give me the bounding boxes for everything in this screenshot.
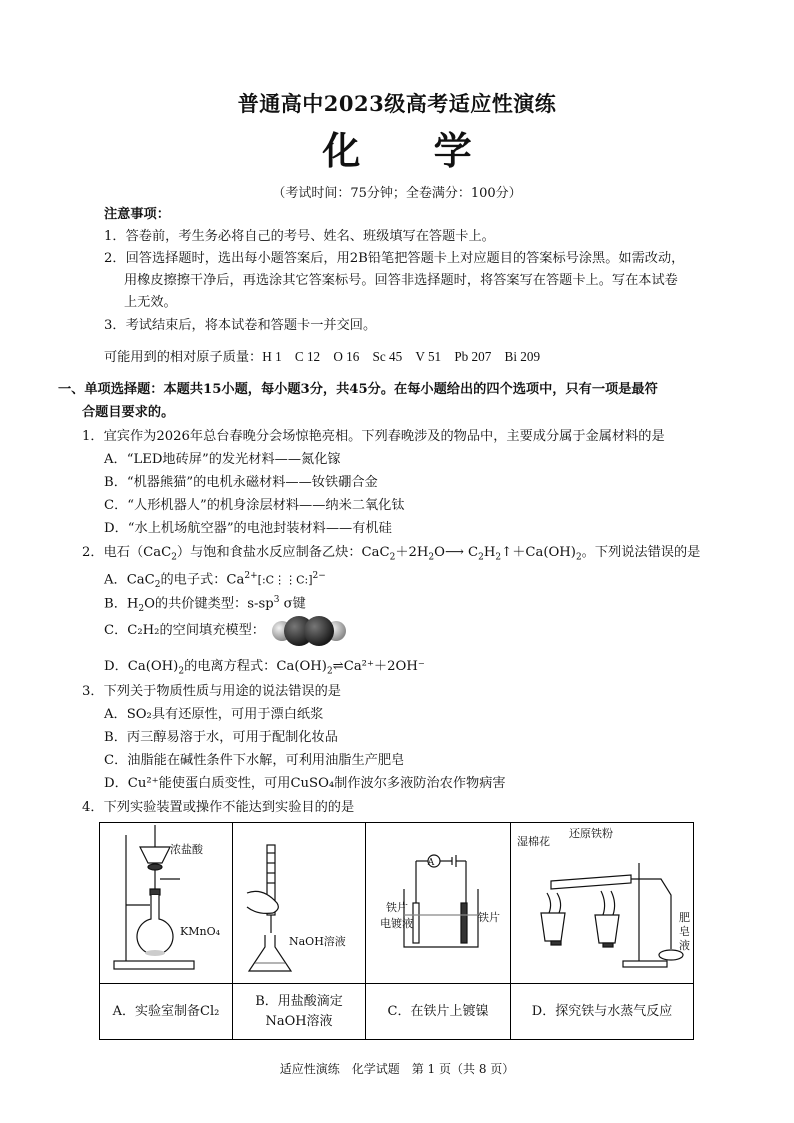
caption-b — [233, 983, 366, 1039]
ammeter-symbol: A — [427, 858, 435, 868]
label-reduced-iron: 还原铁粉 — [569, 827, 613, 840]
q1-option-c: C．“人形机器人”的机身涂层材料——纳米二氧化钛 — [104, 498, 405, 513]
q1-option-a: A．“LED地砖屏”的发光材料——氮化镓 — [104, 452, 341, 467]
q2-stem: 2．电石（CaC$_2$）与饱和食盐水反应制备乙炔：$CaC_2+2H_2O⟶$ $C_2H_2↑+Ca(OH)_2$。下列说法错误的是 — [82, 545, 701, 563]
q3-stem: 3．下列关于物质性质与用途的说法错误的是 — [82, 684, 341, 699]
apparatus-c — [366, 823, 511, 983]
notes-item-2: 2．回答选择题时，选出每小题答案后，用2B铅笔把答题卡上对应题目的答案标号涂黑。如需改动， — [104, 251, 685, 266]
q2-option-b: B．$H_2O$的共价键类型：$s-sp^3$ σ键 — [104, 595, 306, 615]
apparatus-b — [233, 823, 366, 983]
q4-stem: 4．下列实验装置或操作不能达到实验目的的是 — [82, 800, 355, 815]
q2-option-d: D．$Ca(OH)_2$的电离方程式：$Ca(OH)_2\rightleftharpoons Ca^{2+}+2OH^-$ — [104, 659, 425, 677]
label-plating-soln: 电镀液 — [380, 917, 413, 930]
apparatus-d — [511, 823, 693, 983]
exam-time-info: （考试时间：75分钟；全卷满分：100分） — [272, 186, 522, 201]
q4-apparatus-table — [99, 822, 694, 1040]
label-kmno4: KMnO₄ — [180, 925, 220, 938]
q1-option-d: D．“水上机场航空器”的电池封装材料——有机硅 — [104, 521, 392, 536]
section-1-heading: 一、单项选择题：本题共15小题，每小题3分，共45分。在每小题给出的四个选项中，只有一项是最符 — [58, 382, 658, 397]
q3-option-d: D．Cu²⁺能使蛋白质变性，可用CuSO₄制作波尔多液防治农作物病害 — [104, 776, 506, 791]
caption-a: A．实验室制备Cl₂ — [100, 983, 233, 1039]
subject-title: 化 学 — [322, 128, 502, 173]
atomic-masses: 可能用到的相对原子质量：H 1 C 12 O 16 Sc 45 V 51 Pb 207 Bi 209 — [104, 349, 541, 364]
q2-option-a: A．CaC$_2$的电子式：$Ca^{2+}[:C⋮⋮C:]^{2-}$ — [104, 571, 326, 591]
label-naoh-soln: NaOH溶液 — [289, 935, 346, 948]
label-fe-sheet-left: 铁片 — [386, 901, 408, 914]
titration-diagram — [233, 823, 365, 981]
label-cotton: 湿棉花 — [517, 835, 550, 848]
q1-option-b: B．“机器熊猫”的电机永磁材料——钕铁硼合金 — [104, 475, 378, 490]
q1-stem: 1．宜宾作为2026年总台春晚分会场惊艳亮相。下列春晚涉及的物品中，主要成分属于金属材料的是 — [82, 429, 665, 444]
apparatus-a — [100, 823, 233, 983]
q3-option-c: C．油脂能在碱性条件下水解，可利用油脂生产肥皂 — [104, 753, 405, 768]
iron-steam-diagram — [511, 823, 693, 981]
c-atom-right — [304, 616, 334, 646]
cl2-generator-diagram — [100, 823, 232, 981]
notes-item-3: 3．考试结束后，将本试卷和答题卡一并交回。 — [104, 318, 377, 333]
notes-item-2-end: 上无效。 — [124, 295, 177, 310]
q2-option-c: C．C₂H₂的空间填充模型： — [104, 623, 265, 638]
caption-b-line2: NaOH溶液 — [265, 1013, 333, 1029]
q3-option-b: B．丙三醇易溶于水，可用于配制化妆品 — [104, 730, 338, 745]
section-1-heading-cont: 合题目要求的。 — [82, 405, 175, 420]
label-soap-3: 液 — [679, 939, 690, 952]
q3-option-a: A．SO₂具有还原性，可用于漂白纸浆 — [104, 707, 324, 722]
caption-d: D．探究铁与水蒸气反应 — [511, 983, 693, 1039]
page-footer: 适应性演练 化学试题 第 1 页（共 8 页） — [279, 1062, 515, 1076]
c2h2-space-filling-model — [270, 614, 348, 648]
notes-item-1: 1．答卷前，考生务必将自己的考号、姓名、班级填写在答题卡上。 — [104, 229, 495, 244]
label-fe-sheet-right: 铁片 — [478, 911, 500, 924]
label-conc-hcl: 浓盐酸 — [170, 843, 203, 856]
label-soap-2: 皂 — [679, 925, 690, 938]
label-soap-1: 肥 — [679, 911, 690, 924]
caption-c: C．在铁片上镀镍 — [366, 983, 511, 1039]
caption-b-line1: B．用盐酸滴定 — [255, 993, 343, 1009]
notes-item-2-cont: 用橡皮擦擦干净后，再选涂其它答案标号。回答非选择题时，将答案写在答题卡上。写在本试卷 — [124, 273, 678, 288]
electroplating-diagram — [366, 823, 510, 981]
exam-title: 普通高中2023级高考适应性演练 — [237, 91, 557, 116]
notes-heading: 注意事项： — [104, 207, 170, 222]
